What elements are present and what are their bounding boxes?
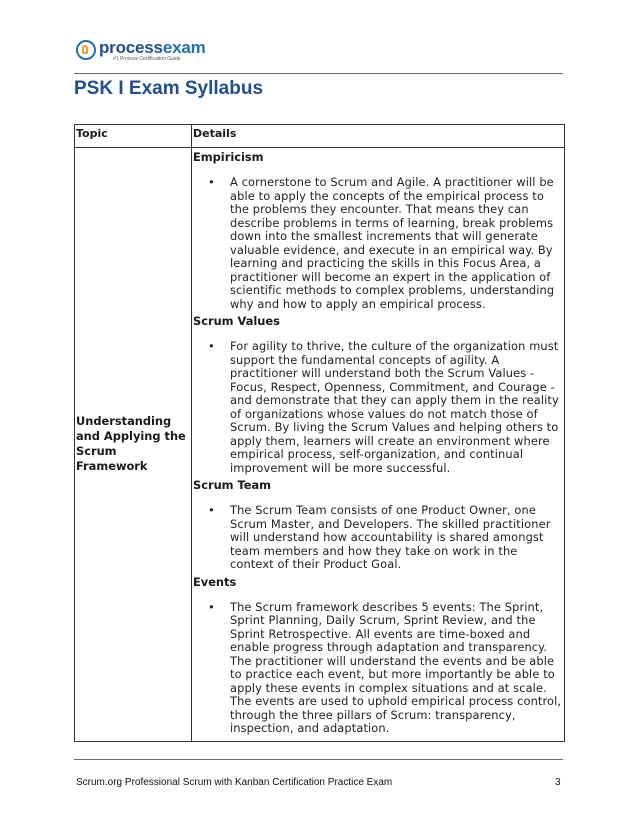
logo-word-part1: process <box>99 37 163 57</box>
logo-word-part2: exam <box>162 37 206 57</box>
topic-cell: Understanding and Applying the Scrum Framework <box>75 148 192 742</box>
bullet-list <box>193 176 563 311</box>
section-heading: Scrum Values <box>193 314 280 328</box>
footer-divider <box>74 759 563 760</box>
list-item: • The Scrum Team consists of one Product Owner, one Scrum Master, and Developers. The skilled practitioner will understand how accountability is shared amongst team members and how they take on work in the context of their Product Goal. <box>230 504 563 572</box>
brand-logo <box>76 36 206 64</box>
syllabus-table <box>74 124 565 742</box>
page-number: 3 <box>555 777 561 788</box>
header-topic: Topic <box>75 125 192 148</box>
section-heading: Scrum Team <box>193 478 272 492</box>
section-heading: Events <box>193 574 237 589</box>
section-events <box>193 575 563 736</box>
bullet-list <box>193 340 563 475</box>
section-heading: Empiricism <box>193 150 264 164</box>
bullet-list <box>193 601 563 736</box>
section-scrum-values <box>193 314 563 475</box>
section-empiricism <box>193 150 563 311</box>
list-item: • For agility to thrive, the culture of the organization must support the fundamental concepts of agility. A practitioner will understand both the Scrum Values - Focus, Respect, Openness, Commitment, and Courage - and demonstrate that they can apply them in the reality of organizations whose values do not match those of Scrum. By living the Scrum Values and helping others to apply them, learners will create an environment where empirical process, self-organization, and continual improvement will be more successful. <box>230 340 563 475</box>
bullet-list <box>193 504 563 572</box>
table-row <box>75 148 565 742</box>
list-item: • The Scrum framework describes 5 events: The Sprint, Sprint Planning, Daily Scrum, Sprint Review, and the Sprint Retrospective. All events are time-boxed and enable progress through adaptation and transparency. The practitioner will understand the events and be able to practice each event, but more importantly be able to apply these events in complex situations and at scale. The events are used to uphold empirical process control, through the three pillars of Scrum: transparency, inspection, and adaptation. <box>230 601 563 736</box>
header-details: Details <box>192 125 565 148</box>
logo-tagline: #1 Process Certification Guide <box>113 55 181 62</box>
details-cell <box>192 148 565 742</box>
logo-wordmark <box>99 39 206 56</box>
page-title: PSK I Exam Syllabus <box>74 78 264 99</box>
list-item: • A cornerstone to Scrum and Agile. A practitioner will be able to apply the concepts of the empirical process to the problems they encounter. That means they can describe problems in terms of learning, break problems down into the smallest increments that will generate valuable evidence, and execute in an empirical way. By learning and practicing the skills in this Focus Area, a practitioner will become an expert in the application of scientific methods to complex problems, understanding why and how to apply an empirical process. <box>230 176 563 311</box>
lightbulb-logo-icon <box>76 40 96 60</box>
table-header-row <box>75 125 565 148</box>
header-divider <box>74 73 563 74</box>
section-scrum-team <box>193 478 563 572</box>
footer-text: Scrum.org Professional Scrum with Kanban Certification Practice Exam <box>76 777 393 788</box>
